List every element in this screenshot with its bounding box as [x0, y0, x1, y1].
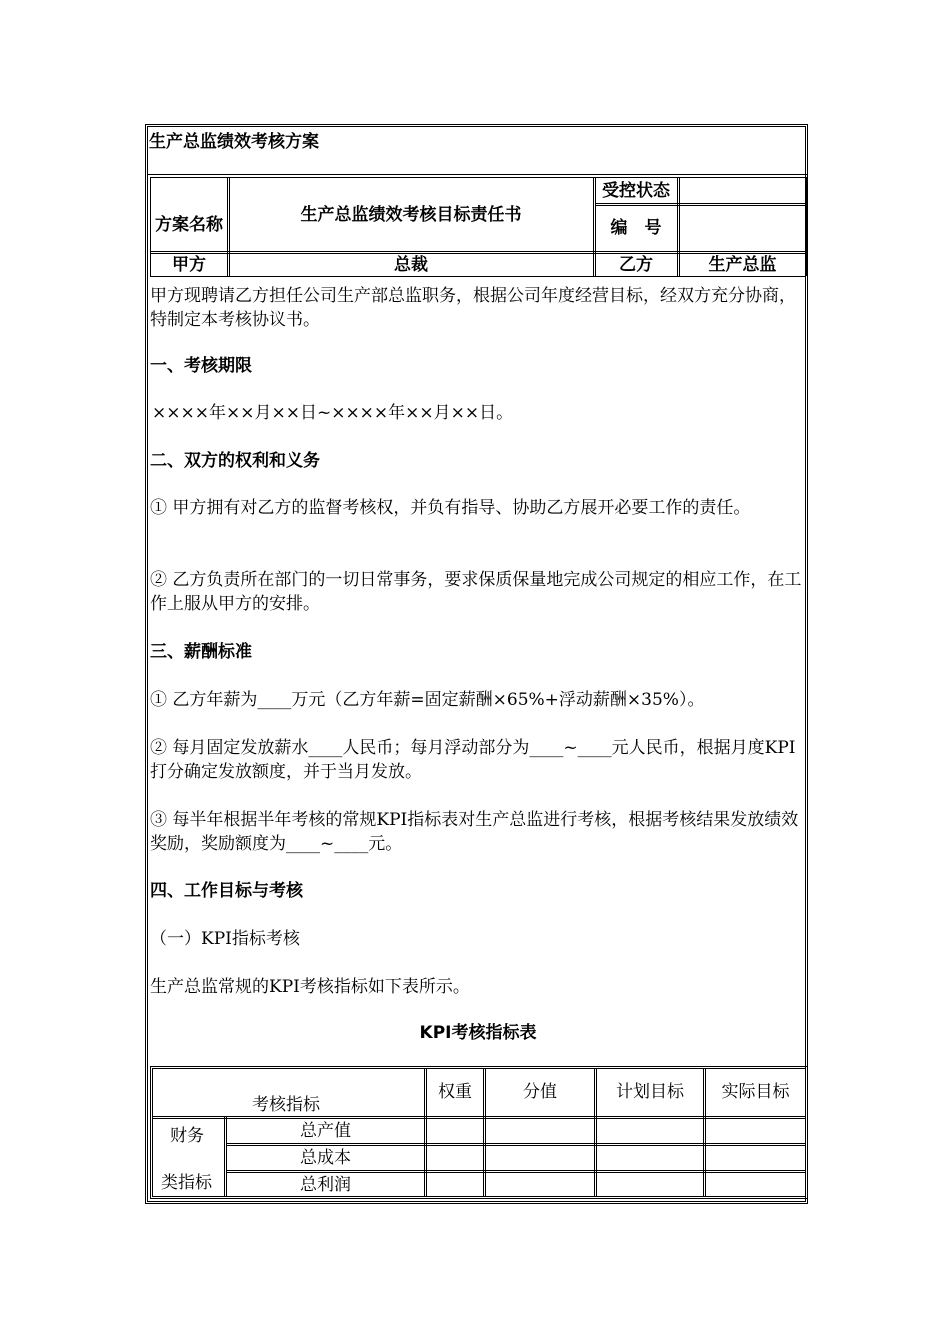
control-status-label: 受控状态 — [602, 181, 670, 201]
party-b-value: 生产总监 — [708, 255, 777, 275]
party-a-label: 甲方 — [172, 255, 206, 275]
section-4-text: 生产总监常规的KPI考核指标如下表所示。 — [150, 977, 470, 997]
kpi-row-total-output: 总产值 — [300, 1121, 351, 1141]
kpi-table-title: KPI考核指标表 — [419, 1023, 537, 1043]
kpi-header-score: 分值 — [523, 1082, 557, 1102]
section-3-item-2: ② 每月固定发放薪水____人民币；每月浮动部分为____~____元人民币，根据月度KPI打分确定发放额度，并于当月发放。 — [150, 738, 796, 782]
plan-name-label: 方案名称 — [155, 215, 223, 235]
section-2-item-1: ① 甲方拥有对乙方的监督考核权，并负有指导、协助乙方展开必要工作的责任。 — [150, 498, 751, 518]
section-1-text: ××××年××月××日~××××年××月××日。 — [152, 403, 514, 423]
kpi-header-actual-target: 实际目标 — [721, 1082, 790, 1102]
divider — [148, 174, 807, 175]
section-2-item-2: ② 乙方负责所在部门的一切日常事务，要求保质保量地完成公司规定的相应工作，在工作上服从甲方的安排。 — [150, 570, 802, 614]
section-3-item-3: ③ 每半年根据半年考核的常规KPI指标表对生产总监进行考核，根据考核结果发放绩效奖励，奖励额度为____~____元。 — [150, 810, 799, 854]
kpi-header-weight: 权重 — [438, 1082, 472, 1102]
plan-name-value: 生产总监绩效考核目标责任书 — [300, 205, 522, 225]
kpi-row-total-cost: 总成本 — [300, 1148, 351, 1168]
party-b-label: 乙方 — [619, 255, 653, 275]
control-status-value — [680, 179, 805, 203]
number-label: 编 号 — [610, 218, 662, 238]
party-a-value: 总裁 — [394, 255, 428, 275]
kpi-category-line-2: 类指标 — [161, 1173, 212, 1193]
section-4-title: 四、工作目标与考核 — [150, 881, 303, 901]
intro-paragraph: 甲方现聘请乙方担任公司生产部总监职务，根据公司年度经营目标，经双方充分协商，特制定本考核协议书。 — [150, 286, 796, 330]
kpi-header-plan-target: 计划目标 — [616, 1082, 684, 1102]
section-3-item-1: ① 乙方年薪为____万元（乙方年薪=固定薪酬×65%+浮动薪酬×35%）。 — [150, 690, 705, 710]
kpi-header-indicator: 考核指标 — [252, 1095, 320, 1115]
section-3-title: 三、薪酬标准 — [150, 642, 252, 662]
number-value — [680, 206, 805, 250]
section-4-subtitle: （一）KPI指标考核 — [150, 929, 300, 949]
section-1-title: 一、考核期限 — [150, 356, 252, 376]
document-title: 生产总监绩效考核方案 — [149, 132, 319, 152]
kpi-row-total-profit: 总利润 — [300, 1174, 351, 1195]
kpi-category-line-1: 财务 — [170, 1126, 204, 1146]
section-2-title: 二、双方的权利和义务 — [150, 451, 320, 471]
